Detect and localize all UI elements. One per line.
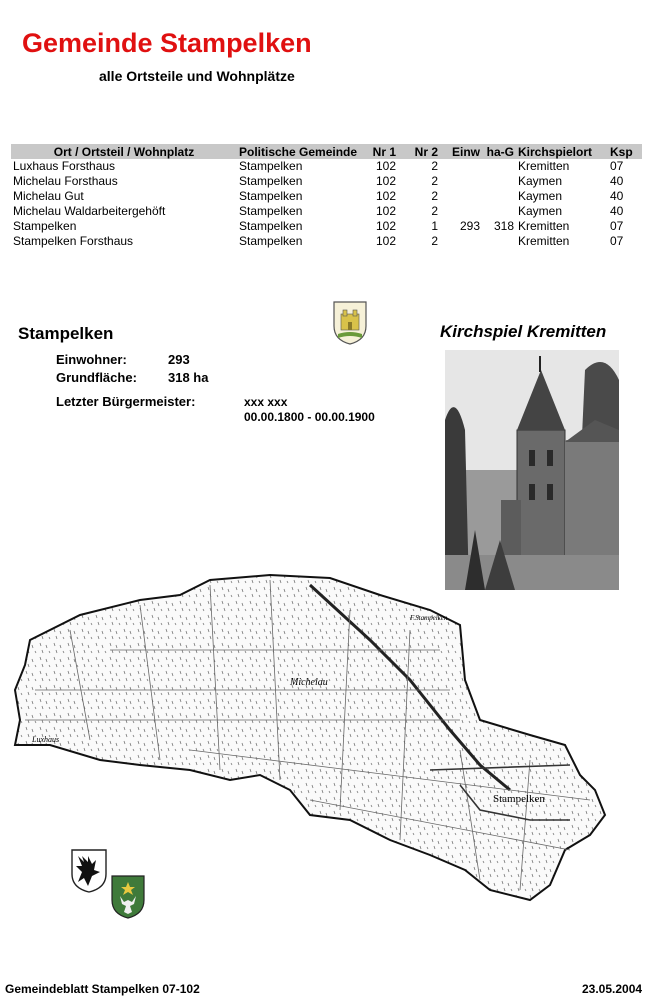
table-cell: 102 [375,204,396,218]
mayor-name: xxx xxx [244,395,288,409]
table-row [11,174,642,189]
table-cell [482,159,516,174]
table-cell: 40 [610,174,624,188]
table-cell [440,159,482,174]
table-cell [482,189,516,204]
table-cell: Kaymen [518,174,563,188]
table-cell: Kremitten [518,219,570,233]
table-cell: 1 [431,219,438,233]
table-cell: Stampelken [239,234,303,248]
table-cell: Michelau Forsthaus [13,174,118,188]
table-cell: 102 [375,174,396,188]
population-label: Einwohner: [56,352,127,367]
column-header: Ort / Ortsteil / Wohnplatz [11,144,237,159]
area-value: 318 ha [168,370,209,385]
table-cell [440,234,482,249]
table-cell: Stampelken [13,219,77,233]
column-header: Nr 2 [398,144,440,159]
coat-of-arms-elk-icon [70,848,108,894]
table-row [11,234,642,249]
table-cell: 293 [459,219,480,233]
population-value: 293 [168,352,190,367]
table-cell [482,234,516,249]
table-cell: Michelau Gut [13,189,84,203]
mayor-label: Letzter Bürgermeister: [56,394,196,409]
table-cell: Stampelken [239,189,303,203]
table-row [11,219,642,234]
table-cell: Luxhaus Forsthaus [13,159,116,173]
table-cell: Michelau Waldarbeitergehöft [13,204,166,218]
parish-title: Kirchspiel Kremitten [440,322,607,341]
table-row [11,189,642,204]
page-title: Gemeinde Stampelken [22,28,312,58]
table-cell [482,174,516,189]
coat-of-arms-deer-icon [110,874,146,920]
table-cell: Kaymen [518,189,563,203]
mayor-period: 00.00.1800 - 00.00.1900 [244,410,375,424]
table-cell: 07 [610,219,624,233]
table-cell [440,204,482,219]
table-cell: 40 [610,189,624,203]
table-cell: 07 [610,159,624,173]
table-cell: 102 [375,189,396,203]
footer-document-id: Gemeindeblatt Stampelken 07-102 [5,982,200,996]
table-cell: 2 [431,189,438,203]
table-cell: 40 [610,204,624,218]
column-header: Einw [440,144,482,159]
table-cell: 102 [375,219,396,233]
table-cell: Kremitten [518,159,570,173]
table-cell: Stampelken [239,174,303,188]
church-photo [445,350,619,590]
table-cell: Stampelken Forsthaus [13,234,134,248]
table-cell: 318 [493,219,514,233]
table-cell: Stampelken [239,219,303,233]
table-cell: 2 [431,174,438,188]
table-cell [482,204,516,219]
column-header: Kirchspielort [516,144,608,159]
table-cell: Kremitten [518,234,570,248]
table-row [11,204,642,219]
table-cell: 2 [431,159,438,173]
table-cell: Kaymen [518,204,563,218]
map-label-luxhaus: Luxhaus [32,735,60,744]
map-label-michelau: Michelau [290,677,328,688]
table-cell: 2 [431,234,438,248]
table-cell: 2 [431,204,438,218]
column-header: Nr 1 [364,144,398,159]
places-table [11,144,642,249]
table-cell [440,174,482,189]
table-cell: 07 [610,234,624,248]
map-label-forsthaus: F.Stampelken [410,614,448,622]
column-header: Ksp [608,144,642,159]
table-cell: 102 [375,234,396,248]
area-label: Grundfläche: [56,370,137,385]
map-label-stampelken: Stampelken [493,793,545,805]
table-cell: Stampelken [239,204,303,218]
table-header-row [11,144,642,159]
place-name: Stampelken [18,324,114,343]
column-header: Politische Gemeinde [237,144,364,159]
footer-date: 23.05.2004 [582,982,643,996]
table-row [11,159,642,174]
coat-of-arms-stampelken-icon [332,300,368,346]
page-subtitle: alle Ortsteile und Wohnplätze [99,68,295,84]
table-cell [440,189,482,204]
column-header: ha-G [482,144,516,159]
table-cell: Stampelken [239,159,303,173]
table-cell: 102 [375,159,396,173]
